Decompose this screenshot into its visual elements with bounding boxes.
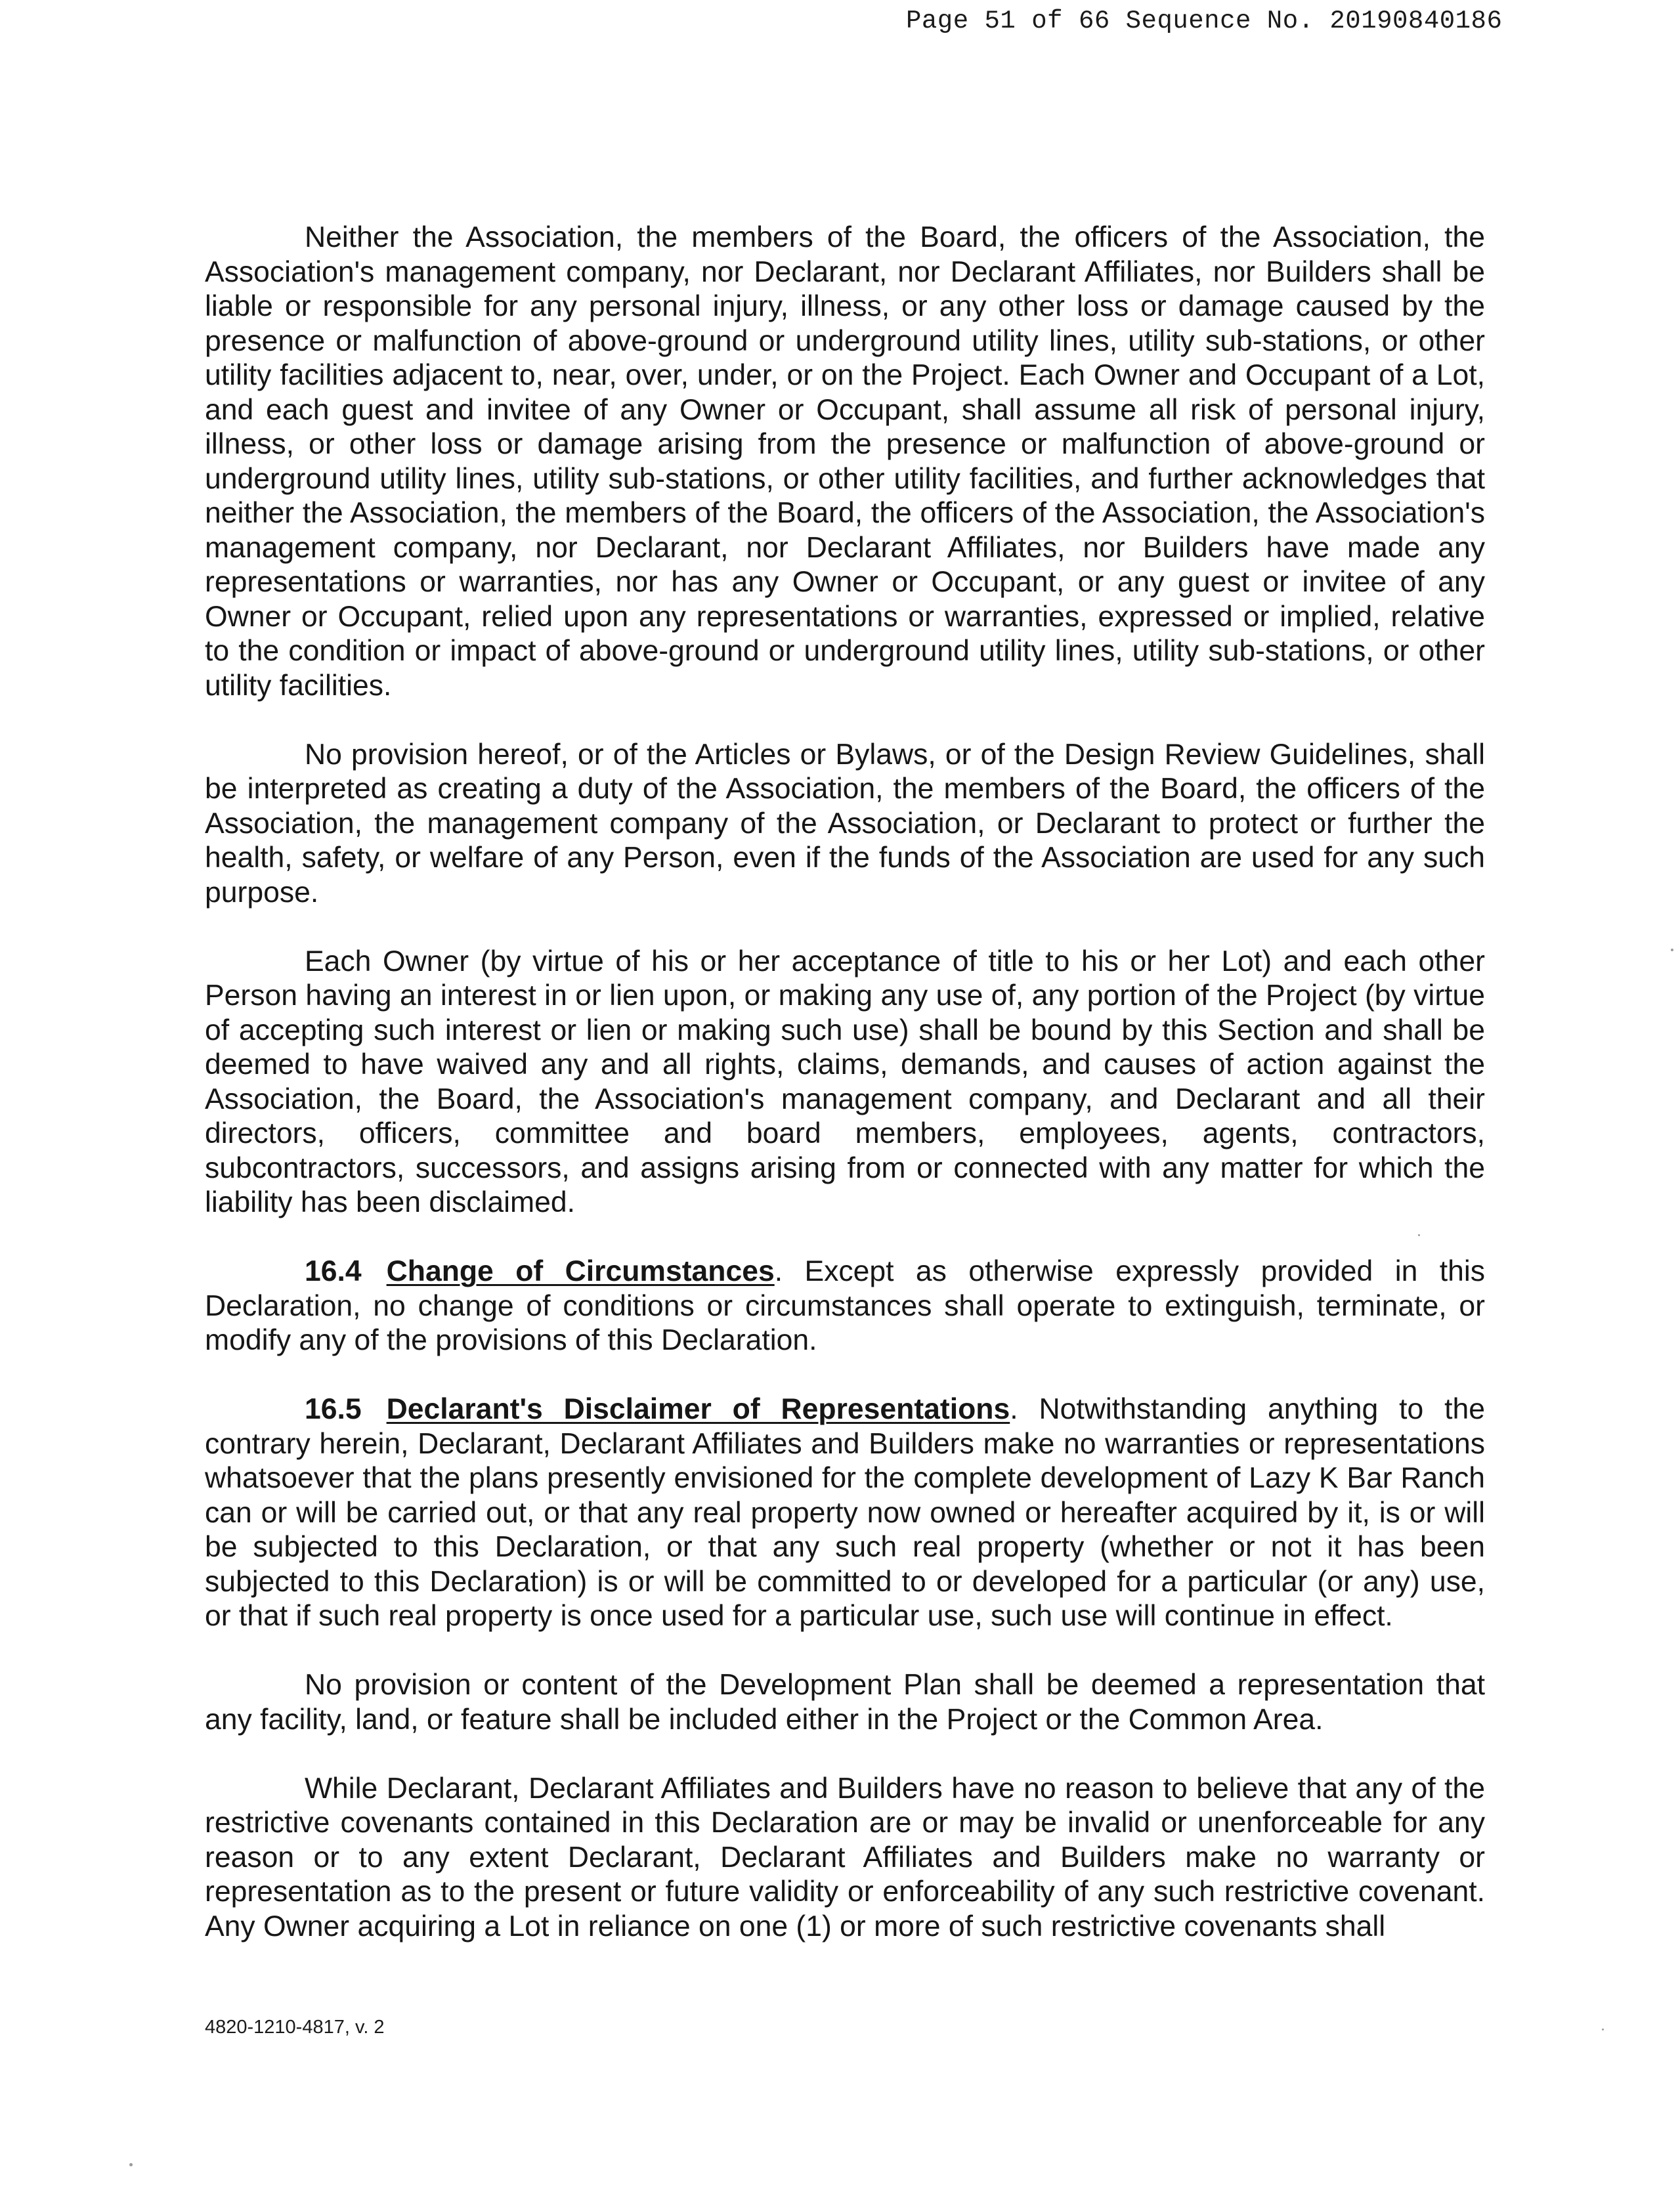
scan-speck	[129, 2163, 133, 2166]
section-16-4	[205, 1255, 1485, 1358]
paragraph-waiver: Each Owner (by virtue of his or her acceptance of title to his or her Lot) and each other Person having an interest in or lien upon, or making any use of, any portion of the Project (by virtue of accepting such interest or lien or making such use) shall be bound by this Section and shall be deemed to have waived any and all rights, claims, demands, and causes of action against the Association, the Board, the Association's management company, and Declarant and all their directors, officers, committee and board members, employees, agents, contractors, subcontractors, successors, and assigns arising from or connected with any matter for which the liability has been disclaimed.	[205, 945, 1485, 1218]
paragraph-no-duty: No provision hereof, or of the Articles or Bylaws, or of the Design Review Guidelines, shall be interpreted as creating a duty of the Association, the members of the Board, the officers of the Association, the management company of the Association, or Declarant to protect or further the health, safety, or welfare of any Person, even if the funds of the Association are used for any such purpose.	[205, 738, 1485, 909]
scan-speck	[1602, 2029, 1604, 2030]
section-number: 16.4	[305, 1255, 362, 1287]
page-sequence-stamp: Page 51 of 66 Sequence No. 20190840186	[906, 7, 1503, 35]
paragraph-utility-liability: Neither the Association, the members of the Board, the officers of the Association, the Association's management company, nor Declarant, nor Declarant Affiliates, nor Builders shall be liable or responsible for any personal injury, illness, or any other loss or damage caused by the presence or malfunction of above-ground or underground utility lines, utility sub-stations, or other utility facilities adjacent to, near, over, under, or on the Project. Each Owner and Occupant of a Lot, and each guest and invitee of any Owner or Occupant, shall assume all risk of personal injury, illness, or other loss or damage arising from the presence or malfunction of above-ground or underground utility lines, utility sub-stations, or other utility facilities, and further acknowledges that neither the Association, the members of the Board, the officers of the Association, the Association's management company, nor Declarant, nor Declarant Affiliates, nor Builders have made any representations or warranties, nor has any Owner or Occupant, or any guest or invitee of any Owner or Occupant, relied upon any representations or warranties, expressed or implied, relative to the condition or impact of above-ground or underground utility lines, utility sub-stations, or other utility facilities.	[205, 221, 1485, 702]
section-text: . Notwithstanding anything to the contrary herein, Declarant, Declarant Affiliates and Builders make no warranties or representations whatsoever that the plans presently envisioned for the complete development of Lazy K Bar Ranch can or will be carried out, or that any real property now owned or hereafter acquired by it, is or will be subjected to this Declaration, or that any such real property (whether or not it has been subjected to this Declaration) is or will be committed to or developed for a particular (or any) use, or that if such real property is once used for a particular use, such use will continue in effect.	[205, 1393, 1485, 1632]
scan-speck	[1671, 949, 1673, 951]
paragraph-development-plan: No provision or content of the Development Plan shall be deemed a representation that any facility, land, or feature shall be included either in the Project or the Common Area.	[205, 1669, 1485, 1736]
paragraph-restrictive-covenants: While Declarant, Declarant Affiliates and Builders have no reason to believe that any of the restrictive covenants contained in this Declaration are or may be invalid or unenforceable for any reason or to any extent Declarant, Declarant Affiliates and Builders make no warranty or representation as to the present or future validity or enforceability of any such restrictive covenant. Any Owner acquiring a Lot in reliance on one (1) or more of such restrictive covenants shall	[205, 1772, 1485, 1943]
document-body	[205, 221, 1485, 1979]
section-title: Declarant's Disclaimer of Representations	[386, 1393, 1010, 1425]
document-id-footer: 4820-1210-4817, v. 2	[205, 2017, 385, 2038]
section-number: 16.5	[305, 1393, 362, 1425]
section-title: Change of Circumstances	[386, 1255, 775, 1287]
section-text: . Except as otherwise expressly provided in this Declaration, no change of conditions or circumstances shall operate to extinguish, terminate, or modify any of the provisions of this Declaration.	[205, 1255, 1485, 1356]
scan-speck	[1418, 1234, 1420, 1236]
section-16-5	[205, 1392, 1485, 1634]
